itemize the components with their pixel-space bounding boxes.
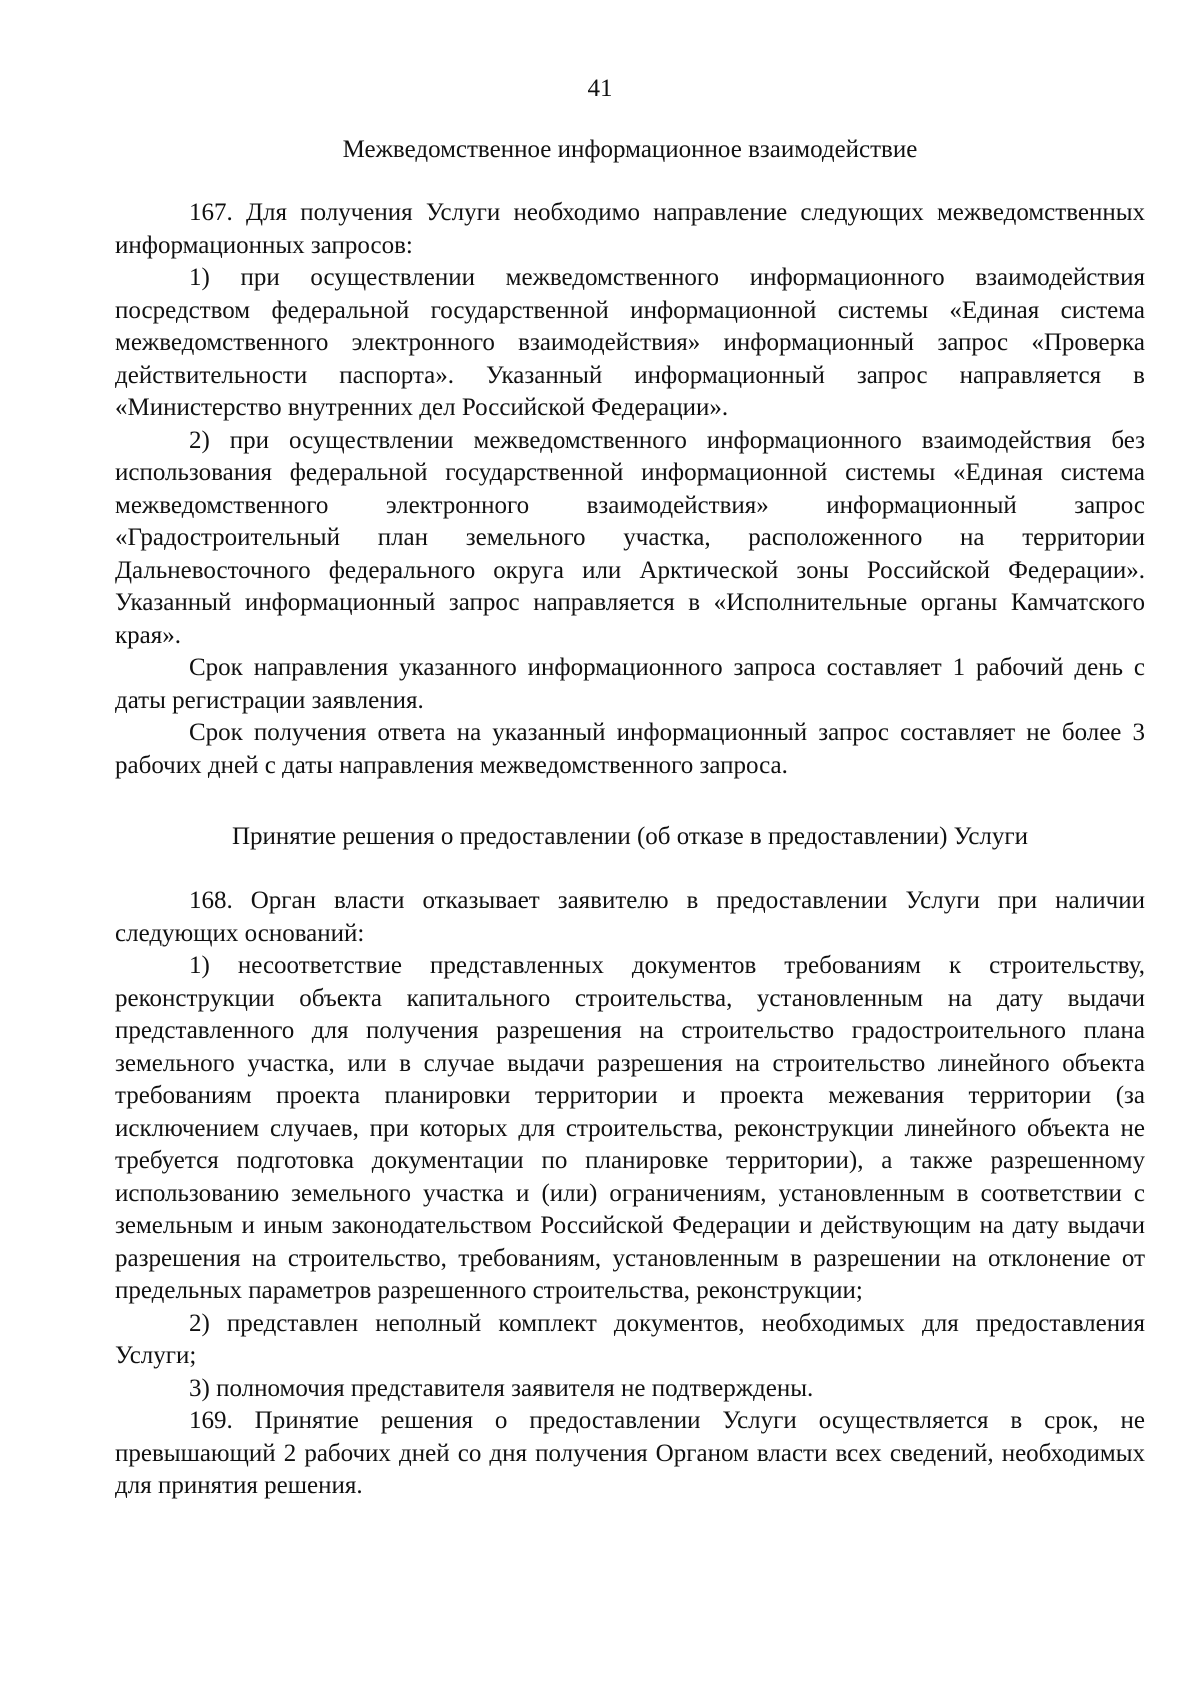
section-heading-decision: Принятие решения о предоставлении (об отказе в предоставлении) Услуги bbox=[231, 823, 1029, 850]
page-number: 41 bbox=[587, 75, 613, 102]
paragraph-168-item-2: 2) представлен неполный комплект документов, необходимых для предоставления Услуги; bbox=[115, 1309, 1145, 1369]
section-body-decision bbox=[115, 885, 1145, 1503]
paragraph-response-deadline: Срок получения ответа на указанный информационный запрос составляет не более 3 рабочих дней с даты направления межведомственного запроса. bbox=[115, 719, 1145, 779]
paragraph-168-item-1: 1) несоответствие представленных документов требованиям к строительству, реконструкции объекта капитального строительства, установленным на дату выдачи представленного для получения разрешения на строительство градостроительного плана земельного участка, или в случае выдачи разрешения на строительство линейного объекта требованиям проекта планировки территории и проекта межевания территории (за исключением случаев, при которых для строительства, реконструкции линейного объекта не требуется подготовка документации по планировке территории), а также разрешенному использованию земельного участка и (или) ограничениям, установленным в соответствии с земельным и иным законодательством Российской Федерации и действующим на дату выдачи разрешения на строительство, требованиям, установленным в разрешении на отклонение от предельных параметров разрешенного строительства, реконструкции; bbox=[115, 952, 1145, 1304]
paragraph-167: 167. Для получения Услуги необходимо направление следующих межведомственных информационных запросов: bbox=[115, 199, 1145, 259]
section-body-interagency bbox=[115, 197, 1145, 782]
paragraph-168: 168. Орган власти отказывает заявителю в предоставлении Услуги при наличии следующих оснований: bbox=[115, 887, 1145, 947]
paragraph-request-deadline: Срок направления указанного информационного запроса составляет 1 рабочий день с даты регистрации заявления. bbox=[115, 654, 1145, 714]
paragraph-167-item-1: 1) при осуществлении межведомственного информационного взаимодействия посредством федеральной государственной информационной системы «Единая система межведомственного электронного взаимодействия» информационный запрос «Проверка действительности паспорта». Указанный информационный запрос направляется в «Министерство внутренних дел Российской Федерации». bbox=[115, 264, 1145, 421]
section-heading-interagency: Межведомственное информационное взаимодействие bbox=[342, 136, 918, 163]
paragraph-167-item-2: 2) при осуществлении межведомственного информационного взаимодействия без использования федеральной государственной информационной системы «Единая система межведомственного электронного взаимодействия» информационный запрос «Градостроительный план земельного участка, расположенного на территории Дальневосточного федерального округа или Арктической зоны Российской Федерации». Указанный информационный запрос направляется в «Исполнительные органы Камчатского края». bbox=[115, 426, 1145, 649]
paragraph-169: 169. Принятие решения о предоставлении Услуги осуществляется в срок, не превышающий 2 рабочих дней со дня получения Органом власти всех сведений, необходимых для принятия решения. bbox=[115, 1407, 1145, 1499]
paragraph-168-item-3: 3) полномочия представителя заявителя не подтверждены. bbox=[189, 1374, 814, 1402]
